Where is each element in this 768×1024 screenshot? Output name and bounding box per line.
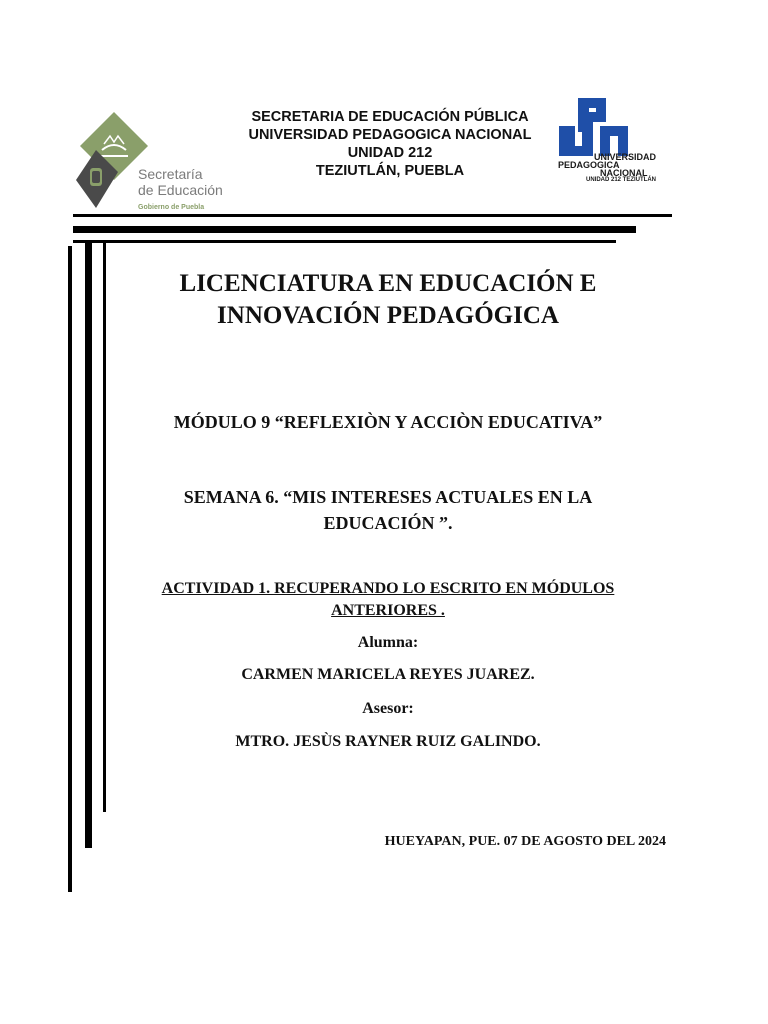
header-rule-1 [73,214,672,217]
module-heading: MÓDULO 9 “REFLEXIÒN Y ACCIÒN EDUCATIVA” [173,412,603,432]
header-rule-2 [73,226,636,233]
side-rule-2 [85,242,92,848]
side-rule-1 [68,246,72,892]
side-rule-3 [103,242,106,812]
student-label: Alumna: [357,634,419,651]
week-heading-line-2: EDUCACIÓN ”. [323,513,453,533]
activity-heading-line-1: ACTIVIDAD 1. RECUPERANDO LO ESCRITO EN MÓDULOS [161,580,615,597]
place-date: HUEYAPAN, PUE. 07 DE AGOSTO DEL 2024 [384,834,666,849]
header-line-4: TEZIUTLÁN, PUEBLA [315,163,465,179]
student-name: CARMEN MARICELA REYES JUAREZ. [241,666,535,683]
advisor-label: Asesor: [362,700,414,717]
sep-logo-name: Secretaría de Educación [138,166,223,198]
sep-logo-subtitle: Gobierno de Puebla [138,204,205,211]
degree-title-line-1: LICENCIATURA EN EDUCACIÓN E [179,270,597,297]
header-line-1: SECRETARIA DE EDUCACIÓN PÚBLICA [251,109,529,125]
header-line-3: UNIDAD 212 [347,145,433,161]
sep-puebla-logo-icon [74,110,224,216]
upn-logo-line-3: NACIONAL [600,168,648,178]
degree-title-line-2: INNOVACIÓN PEDAGÓGICA [217,302,559,329]
week-heading-line-1: SEMANA 6. “MIS INTERESES ACTUALES EN LA [183,487,593,507]
upn-logo-line-2: PEDAGOGICA [558,160,620,170]
week-heading [110,484,666,536]
header-rule-3 [73,240,616,243]
institution-header [230,108,550,180]
sep-puebla-logo [74,110,224,216]
activity-heading-line-2: ANTERIORES . [331,602,445,619]
upn-logo-icon [556,96,686,158]
upn-logo-line-4: UNIDAD 212 TEZIUTLÁN [586,177,657,183]
upn-logo [556,96,686,188]
header-line-2: UNIVERSIDAD PEDAGOGICA NACIONAL [248,127,532,143]
degree-title [120,268,656,332]
upn-logo-line-1: UNIVERSIDAD [594,152,657,162]
activity-heading [110,578,666,622]
advisor-name: MTRO. JESÙS RAYNER RUIZ GALINDO. [235,733,541,750]
